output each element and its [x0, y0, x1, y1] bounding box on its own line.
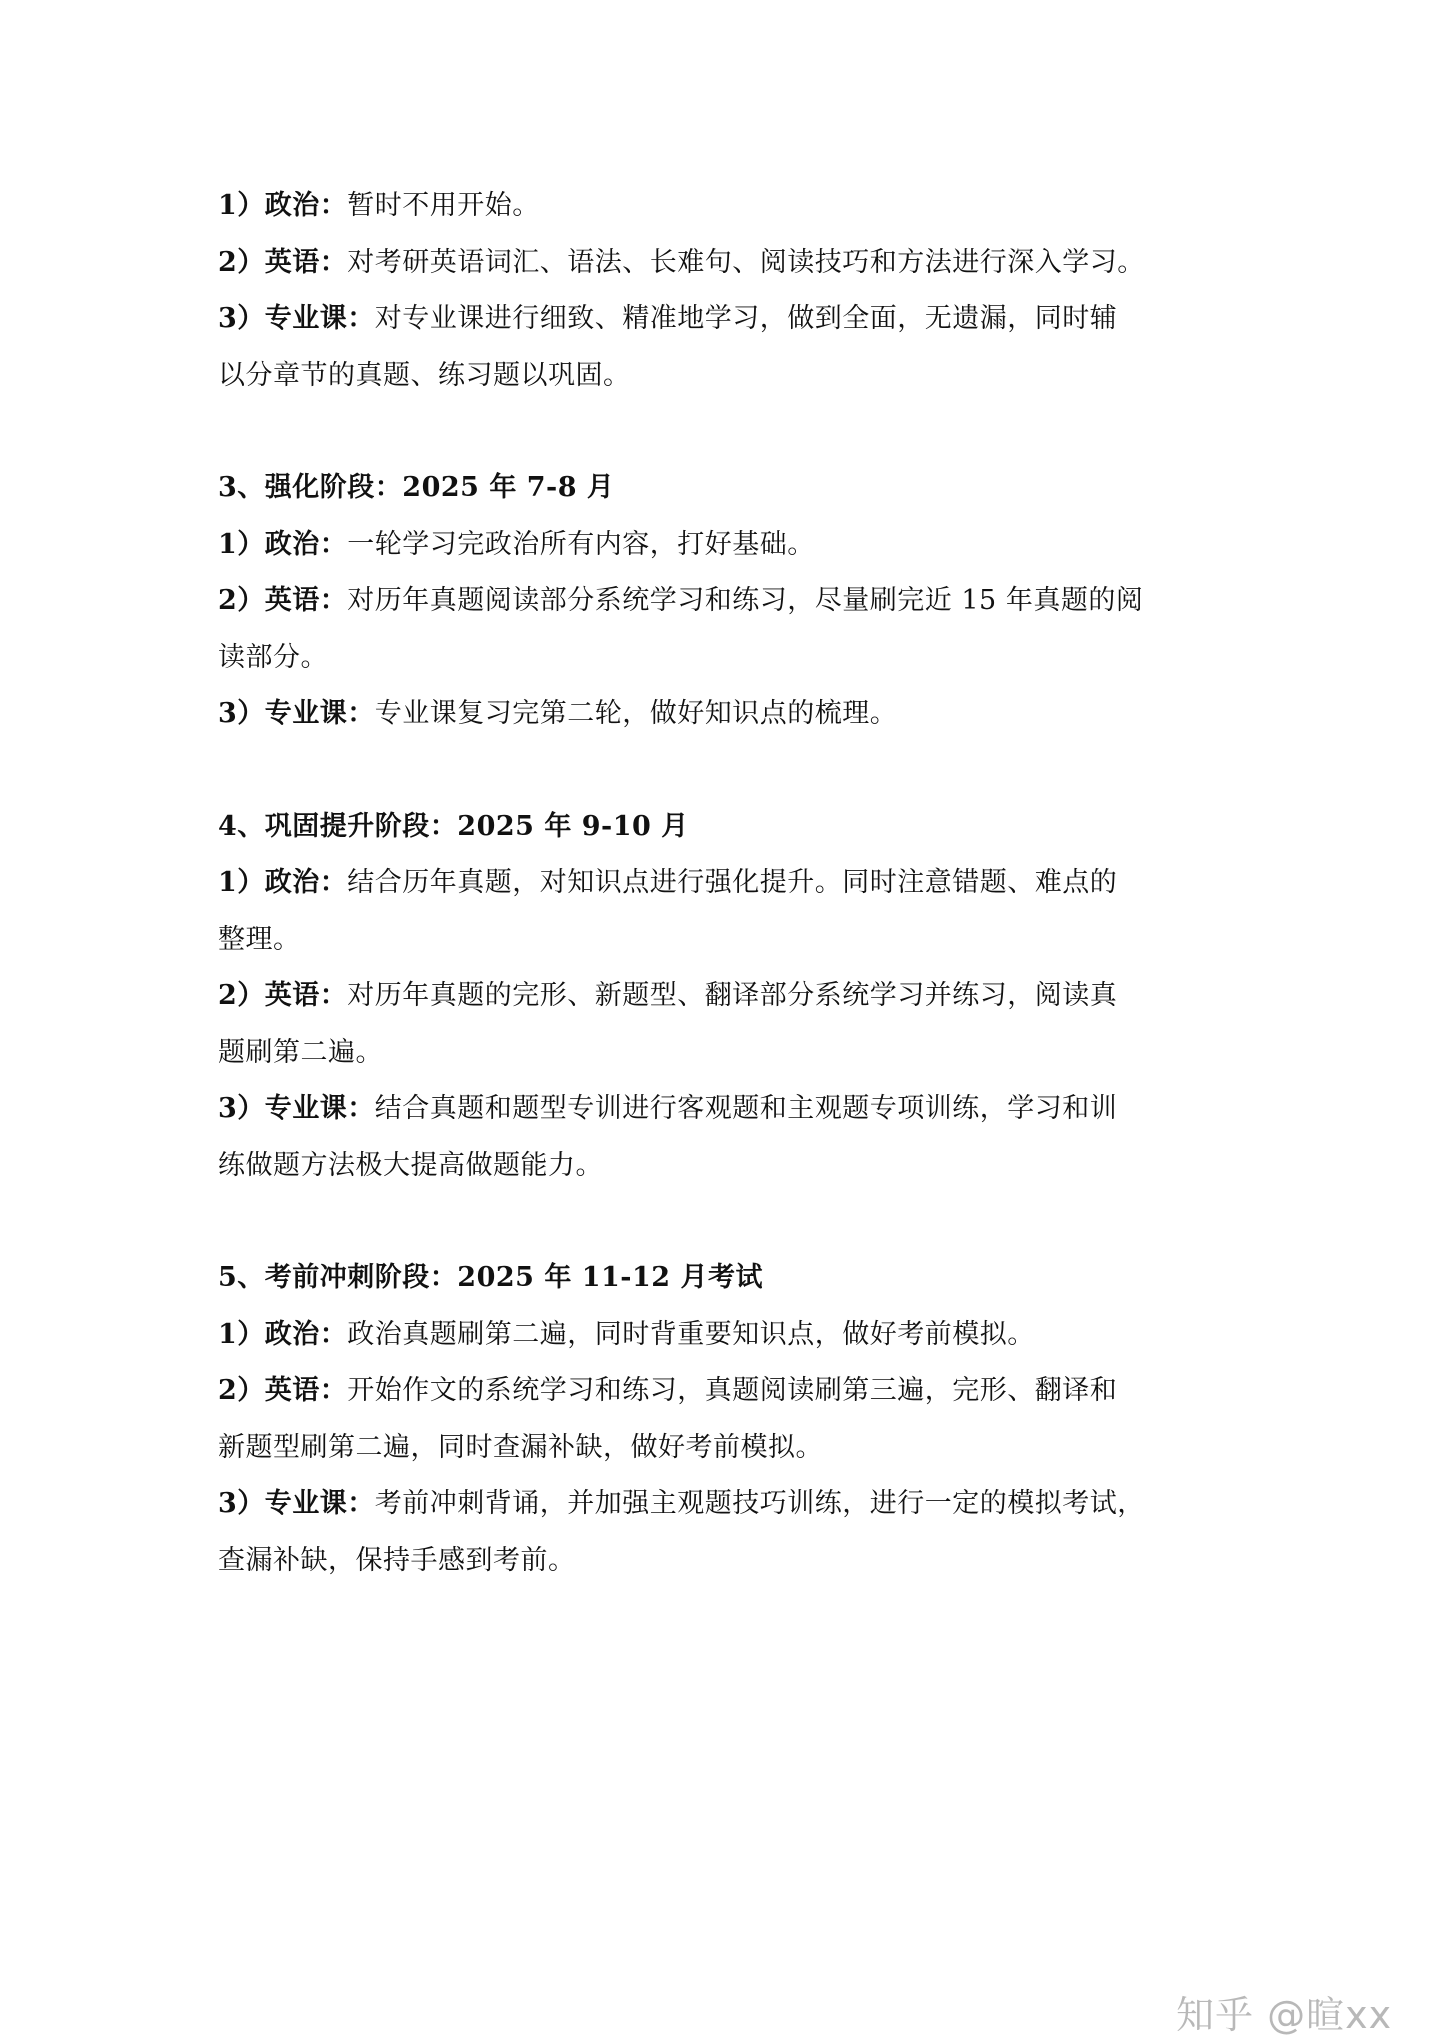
item-text: 对历年真题的完形、新题型、翻译部分系统学习并练习，阅读真 [347, 980, 1118, 1011]
item-text: 题刷第二遍。 [218, 1036, 383, 1068]
item-text: 对历年真题阅读部分系统学习和练习，尽量刷完近 15 年真题的阅 [347, 585, 1144, 616]
section-heading: 5、考前冲刺阶段：2025 年 11-12 月考试 [218, 1262, 763, 1293]
item-english-continued [218, 630, 1228, 687]
item-english-continued [218, 1025, 1228, 1082]
item-label: 1）政治： [218, 867, 348, 898]
section-sprint [218, 1250, 1228, 1589]
item-major-continued [218, 1533, 1228, 1590]
section-gap [218, 404, 1228, 460]
section-gap [218, 1194, 1228, 1250]
item-text: 一轮学习完政治所有内容，打好基础。 [347, 528, 815, 560]
item-label: 3）专业课： [218, 1488, 375, 1519]
item-major [218, 686, 1228, 743]
section-gap [218, 743, 1228, 799]
item-label: 1）政治： [218, 190, 348, 221]
item-label: 2）英语： [218, 980, 348, 1011]
item-text: 结合真题和题型专训进行客观题和主观题专项训练，学习和训 [374, 1093, 1118, 1124]
item-label: 1）政治： [218, 528, 348, 560]
item-politics [218, 855, 1228, 912]
item-text: 读部分。 [218, 641, 328, 673]
section-consolidate [218, 799, 1228, 1195]
item-text: 结合历年真题，对知识点进行强化提升。同时注意错题、难点的 [347, 867, 1118, 898]
section-basic-continued [218, 178, 1228, 404]
item-text: 专业课复习完第二轮，做好知识点的梳理。 [374, 698, 898, 729]
item-label: 2）英语： [218, 1375, 348, 1406]
item-politics-continued [218, 912, 1228, 969]
item-english [218, 235, 1228, 292]
item-major [218, 1476, 1228, 1533]
item-text: 对考研英语词汇、语法、长难句、阅读技巧和方法进行深入学习。 [347, 246, 1145, 278]
item-label: 3）专业课： [218, 303, 375, 334]
item-text: 练做题方法极大提高做题能力。 [218, 1149, 603, 1181]
item-text: 对专业课进行细致、精准地学习，做到全面，无遗漏，同时辅 [374, 303, 1118, 334]
item-label: 2）英语： [218, 585, 348, 616]
item-label: 1）政治： [218, 1318, 348, 1350]
section-heading: 4、巩固提升阶段：2025 年 9-10 月 [218, 810, 689, 842]
item-politics [218, 178, 1228, 235]
item-politics [218, 1307, 1228, 1364]
document-body [218, 178, 1228, 1589]
item-text: 暂时不用开始。 [347, 190, 540, 221]
item-text: 查漏补缺，保持手感到考前。 [218, 1544, 576, 1576]
item-label: 2）英语： [218, 246, 348, 278]
item-text: 以分章节的真题、练习题以巩固。 [218, 359, 631, 391]
item-major [218, 291, 1228, 348]
item-major-continued [218, 1138, 1228, 1195]
item-major-continued [218, 348, 1228, 405]
section-heading: 3、强化阶段：2025 年 7-8 月 [218, 472, 615, 503]
item-english-continued [218, 1420, 1228, 1477]
item-label: 3）专业课： [218, 1093, 375, 1124]
item-english [218, 573, 1228, 630]
item-label: 3）专业课： [218, 698, 375, 729]
item-english [218, 1363, 1228, 1420]
section-strengthen [218, 460, 1228, 743]
zhihu-watermark: 知乎 @暄xx [1176, 1993, 1393, 2037]
item-text: 新题型刷第二遍，同时查漏补缺，做好考前模拟。 [218, 1431, 823, 1463]
item-text: 开始作文的系统学习和练习，真题阅读刷第三遍，完形、翻译和 [347, 1375, 1118, 1406]
item-english [218, 968, 1228, 1025]
item-politics [218, 517, 1228, 574]
item-text: 整理。 [218, 923, 301, 955]
item-major [218, 1081, 1228, 1138]
item-text: 考前冲刺背诵，并加强主观题技巧训练，进行一定的模拟考试， [374, 1488, 1145, 1519]
item-text: 政治真题刷第二遍，同时背重要知识点，做好考前模拟。 [347, 1318, 1035, 1350]
